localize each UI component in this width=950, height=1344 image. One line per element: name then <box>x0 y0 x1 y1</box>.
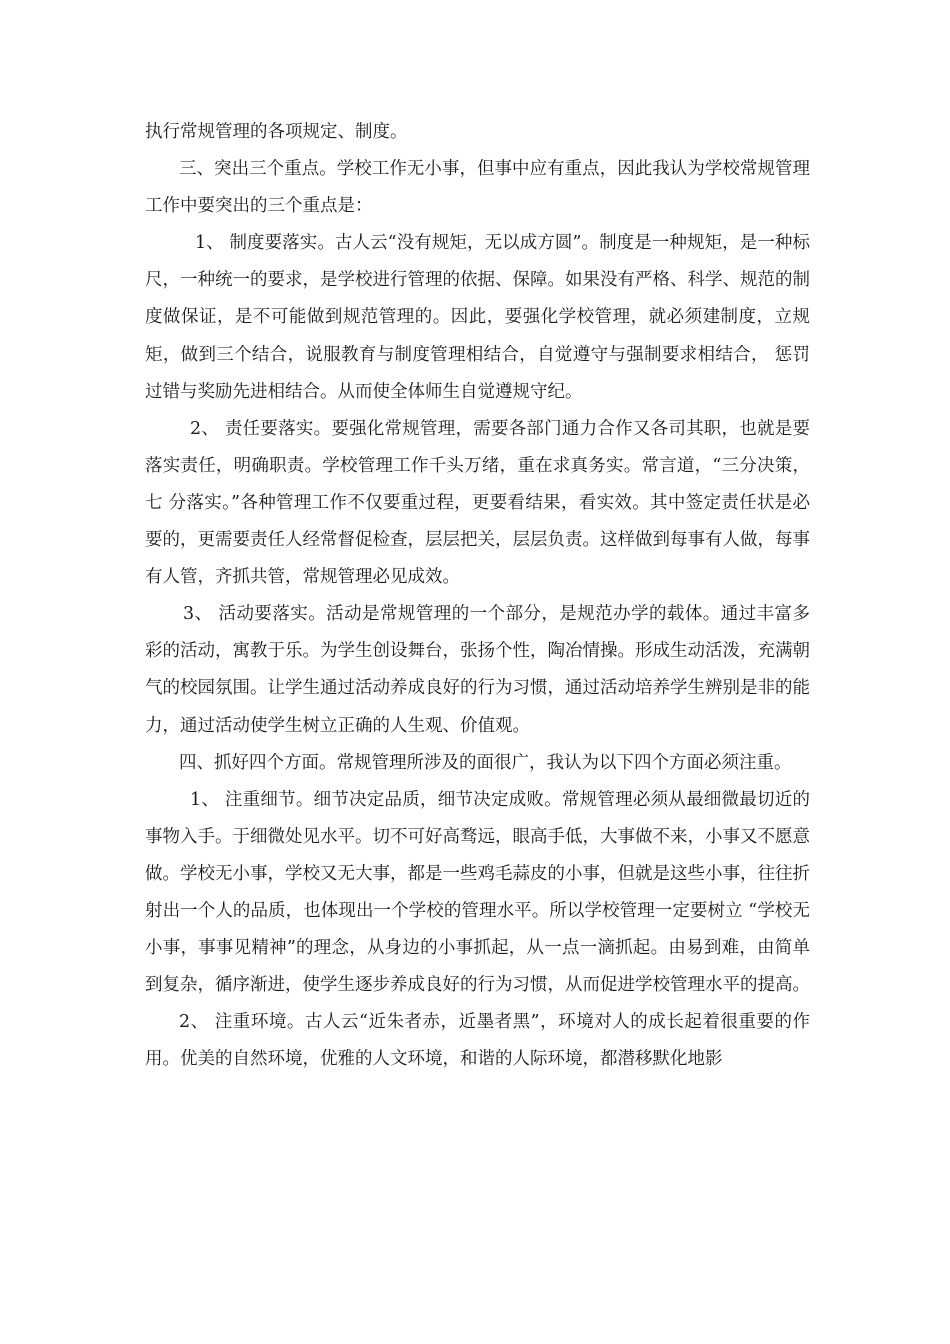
document-body <box>145 114 810 1078</box>
paragraph-section-four: 四、抓好四个方面。常规管理所涉及的面很广，我认为以下四个方面必须注重。 <box>179 752 792 773</box>
paragraph-attention-to-environment: 2、 注重环境。古人云“近朱者赤，近墨者黑”，环境对人的成长起着很重要的作用。优美的自然环境，优雅的人文环境，和谐的人际环境，都潜移默化地影 <box>145 1012 810 1070</box>
paragraph-attention-to-detail: 1、 注重细节。细节决定品质，细节决定成败。常规管理必须从最细微最切近的事物入手。于细微处见水平。切不可好高骛远，眼高手低，大事做不来，小事又不愿意做。学校无小事，学校又无大事，都是一些鸡毛蒜皮的小事，但就是这些小事，往往折射出一个人的品质，也体现出一个学校的管理水平。所以学校管理一定要树立 “学校无小事，事事见精神”的理念，从身边的小事抓起，从一点一滴抓起。由易到难，由简单到复杂，循序渐进，使学生逐步养成良好的行为习惯，从而促进学校管理水平的提高。 <box>145 789 810 996</box>
paragraph-responsibility-implementation: 2、 责任要落实。要强化常规管理，需要各部门通力合作又各司其职，也就是要落实责任，明确职责。学校管理工作千头万绪，重在求真务实。常言道，“三分决策，七 分落实。”各种管理工作不仅要重过程，更要看结果，看实效。其中签定责任状是必要的，更需要责任人经常督促检查，层层把关，层层负责。这样做到每事有人做，每事有人管，齐抓共管，常规管理必见成效。 <box>145 418 810 588</box>
paragraph-section-three: 三、突出三个重点。学校工作无小事，但事中应有重点，因此我认为学校常规管理工作中要突出的三个重点是： <box>145 159 810 217</box>
paragraph-activity-implementation: 3、 活动要落实。活动是常规管理的一个部分，是规范办学的载体。通过丰富多彩的活动，寓教于乐。为学生创设舞台，张扬个性，陶冶情操。形成生动活泼，充满朝气的校园氛围。让学生通过活动养成良好的行为习惯，通过活动培养学生辨别是非的能力，通过活动使学生树立正确的人生观、价值观。 <box>145 604 810 736</box>
paragraph-continuation: 执行常规管理的各项规定、制度。 <box>145 122 408 142</box>
paragraph-system-implementation: 1、 制度要落实。古人云“没有规矩，无以成方圆”。制度是一种规矩，是一种标尺，一种统一的要求，是学校进行管理的依据、保障。如果没有严格、科学、规范的制度做保证，是不可能做到规范管理的。因此，要强化学校管理，就必须建制度，立规矩，做到三个结合，说服教育与制度管理相结合，自觉遵守与强制要求相结合， 惩罚过错与奖励先进相结合。从而使全体师生自觉遵规守纪。 <box>145 233 810 402</box>
